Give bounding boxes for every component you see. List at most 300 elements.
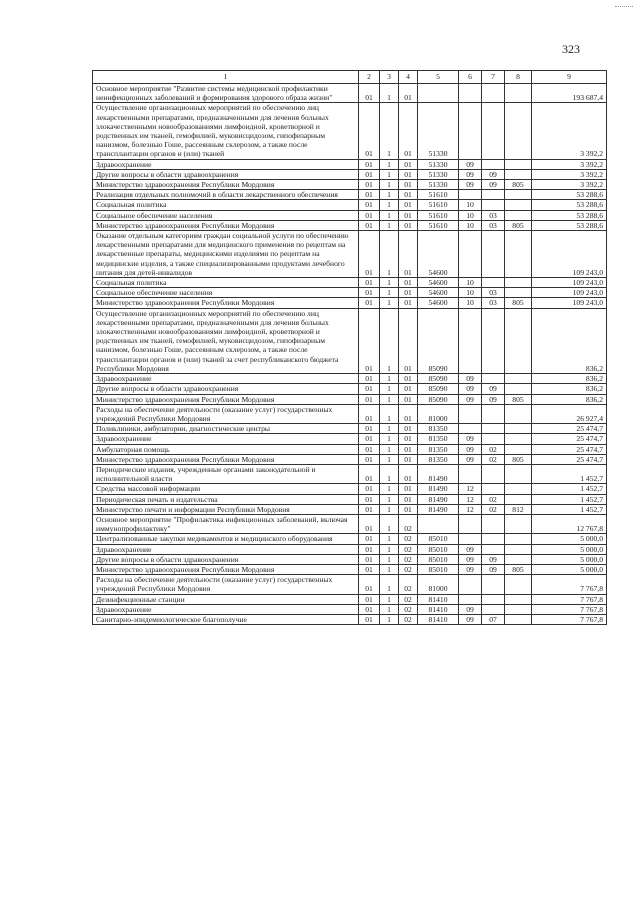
row-code-cell: 1 — [380, 464, 399, 483]
row-name-cell: Здравоохранение — [93, 434, 359, 444]
row-code-cell: 07 — [482, 614, 505, 624]
row-code-cell: 1 — [380, 220, 399, 230]
row-name-cell: Осуществление организационных мероприятий по обеспечению лиц лекарственными препаратами, предназначенными для лечения больных злокачественными новообразованиями лимфоидной, кроветворной и родственных им тканей, гемофилией, муковисцидозом, гипофизарным нанизмом, болезнью Гоше, рассеянным склерозом, а также после трансплантации органов и (или) тканей за счет республиканского бюджета Республики Мордовия — [93, 308, 359, 373]
table-row — [93, 190, 607, 200]
row-code-cell: 805 — [505, 220, 532, 230]
row-code-cell: 54600 — [418, 298, 459, 308]
row-code-cell: 09 — [482, 169, 505, 179]
row-code-cell: 51330 — [418, 169, 459, 179]
row-amount-cell: 53 288,6 — [532, 210, 607, 220]
row-code-cell — [482, 594, 505, 604]
row-code-cell: 01 — [359, 514, 380, 533]
row-amount-cell: 53 288,6 — [532, 200, 607, 210]
row-code-cell: 805 — [505, 298, 532, 308]
row-code-cell — [505, 614, 532, 624]
table-row — [93, 464, 607, 483]
table-row — [93, 604, 607, 614]
row-name-cell: Поликлиники, амбулатории, диагностические центры — [93, 424, 359, 434]
row-code-cell: 01 — [359, 424, 380, 434]
table-row — [93, 103, 607, 159]
row-code-cell — [505, 444, 532, 454]
row-code-cell — [482, 278, 505, 288]
row-code-cell: 01 — [359, 384, 380, 394]
row-code-cell: 1 — [380, 494, 399, 504]
column-header: 7 — [482, 71, 505, 84]
row-amount-cell: 12 767,8 — [532, 514, 607, 533]
row-code-cell: 09 — [482, 394, 505, 404]
row-code-cell: 09 — [459, 564, 482, 574]
row-code-cell: 01 — [399, 231, 418, 278]
row-code-cell: 1 — [380, 384, 399, 394]
row-amount-cell: 5 000,0 — [532, 564, 607, 574]
row-code-cell: 09 — [459, 434, 482, 444]
row-code-cell: 01 — [399, 103, 418, 159]
row-code-cell: 01 — [399, 298, 418, 308]
row-code-cell — [505, 575, 532, 594]
row-code-cell: 1 — [380, 484, 399, 494]
row-code-cell: 03 — [482, 288, 505, 298]
row-code-cell — [482, 84, 505, 103]
row-code-cell: 01 — [359, 534, 380, 544]
row-amount-cell: 5 000,0 — [532, 534, 607, 544]
row-code-cell: 1 — [380, 534, 399, 544]
row-code-cell: 1 — [380, 200, 399, 210]
row-code-cell: 09 — [482, 554, 505, 564]
table-row — [93, 220, 607, 230]
table-row — [93, 298, 607, 308]
row-code-cell — [505, 594, 532, 604]
row-code-cell: 10 — [459, 220, 482, 230]
row-code-cell: 81490 — [418, 494, 459, 504]
row-code-cell — [459, 594, 482, 604]
row-amount-cell: 109 243,0 — [532, 278, 607, 288]
row-code-cell: 1 — [380, 604, 399, 614]
row-code-cell: 02 — [399, 575, 418, 594]
row-code-cell: 01 — [399, 454, 418, 464]
row-amount-cell: 109 243,0 — [532, 288, 607, 298]
row-code-cell — [505, 159, 532, 169]
row-code-cell: 805 — [505, 180, 532, 190]
row-code-cell — [482, 544, 505, 554]
row-code-cell: 01 — [399, 404, 418, 423]
row-code-cell — [505, 534, 532, 544]
row-code-cell: 09 — [459, 444, 482, 454]
row-code-cell: 02 — [399, 544, 418, 554]
row-code-cell: 01 — [399, 210, 418, 220]
row-name-cell: Санитарно-эпидемиологическое благополучие — [93, 614, 359, 624]
row-code-cell — [459, 190, 482, 200]
table-row — [93, 544, 607, 554]
row-code-cell: 01 — [359, 575, 380, 594]
row-code-cell — [482, 534, 505, 544]
row-name-cell: Дезинфекционные станции — [93, 594, 359, 604]
row-code-cell: 03 — [482, 210, 505, 220]
row-code-cell — [505, 103, 532, 159]
row-amount-cell: 1 452,7 — [532, 464, 607, 483]
row-code-cell — [505, 404, 532, 423]
row-code-cell — [459, 103, 482, 159]
row-code-cell: 81490 — [418, 504, 459, 514]
table-row — [93, 454, 607, 464]
row-code-cell — [459, 231, 482, 278]
row-code-cell: 85090 — [418, 384, 459, 394]
row-code-cell: 01 — [359, 594, 380, 604]
row-name-cell: Основное мероприятие "Профилактика инфекционных заболеваний, включая иммунопрофилактику" — [93, 514, 359, 533]
budget-table — [92, 70, 607, 625]
table-row — [93, 404, 607, 423]
row-code-cell: 01 — [359, 200, 380, 210]
table-row — [93, 84, 607, 103]
row-code-cell: 09 — [459, 454, 482, 464]
table-row — [93, 514, 607, 533]
row-code-cell — [505, 514, 532, 533]
row-code-cell: 02 — [399, 614, 418, 624]
row-code-cell: 01 — [359, 190, 380, 200]
row-code-cell: 85090 — [418, 394, 459, 404]
row-code-cell: 1 — [380, 614, 399, 624]
row-code-cell: 81000 — [418, 575, 459, 594]
row-code-cell: 01 — [359, 464, 380, 483]
row-code-cell: 01 — [359, 454, 380, 464]
row-code-cell: 01 — [399, 504, 418, 514]
row-code-cell — [505, 434, 532, 444]
column-header: 9 — [532, 71, 607, 84]
row-code-cell — [482, 404, 505, 423]
row-code-cell — [505, 604, 532, 614]
row-code-cell: 09 — [459, 614, 482, 624]
row-code-cell — [459, 534, 482, 544]
row-code-cell — [459, 404, 482, 423]
row-code-cell: 12 — [459, 494, 482, 504]
row-code-cell: 01 — [359, 231, 380, 278]
row-code-cell: 81410 — [418, 604, 459, 614]
row-code-cell: 51610 — [418, 220, 459, 230]
row-code-cell: 02 — [399, 534, 418, 544]
row-amount-cell: 109 243,0 — [532, 231, 607, 278]
table-row — [93, 278, 607, 288]
row-code-cell — [505, 288, 532, 298]
row-code-cell: 02 — [482, 504, 505, 514]
table-row — [93, 308, 607, 373]
row-code-cell: 01 — [359, 394, 380, 404]
row-code-cell — [482, 190, 505, 200]
row-code-cell — [505, 210, 532, 220]
row-code-cell: 10 — [459, 200, 482, 210]
table-row — [93, 554, 607, 564]
row-code-cell: 1 — [380, 298, 399, 308]
row-name-cell: Здравоохранение — [93, 159, 359, 169]
row-code-cell: 81350 — [418, 434, 459, 444]
row-name-cell: Основное мероприятие "Развитие системы медицинской профилактики неинфекционных заболеваний и формирования здорового образа жизни" — [93, 84, 359, 103]
row-amount-cell: 836,2 — [532, 308, 607, 373]
row-name-cell: Расходы на обеспечение деятельности (оказание услуг) государственных учреждений Республики Мордовия — [93, 575, 359, 594]
row-code-cell: 10 — [459, 288, 482, 298]
row-code-cell: 1 — [380, 594, 399, 604]
row-code-cell — [418, 84, 459, 103]
row-code-cell: 01 — [399, 394, 418, 404]
row-code-cell: 03 — [482, 220, 505, 230]
row-amount-cell: 1 452,7 — [532, 484, 607, 494]
row-code-cell: 81350 — [418, 444, 459, 454]
row-code-cell: 51610 — [418, 200, 459, 210]
row-amount-cell: 25 474,7 — [532, 454, 607, 464]
row-code-cell: 01 — [399, 484, 418, 494]
table-row — [93, 210, 607, 220]
row-code-cell — [505, 464, 532, 483]
row-code-cell: 10 — [459, 278, 482, 288]
row-code-cell — [505, 554, 532, 564]
row-code-cell — [482, 374, 505, 384]
table-row — [93, 288, 607, 298]
row-code-cell: 01 — [359, 84, 380, 103]
row-code-cell: 09 — [459, 159, 482, 169]
row-code-cell: 81350 — [418, 454, 459, 464]
row-code-cell: 1 — [380, 454, 399, 464]
row-code-cell: 01 — [359, 564, 380, 574]
table-row — [93, 614, 607, 624]
row-code-cell: 1 — [380, 424, 399, 434]
row-name-cell: Министерство здравоохранения Республики Мордовия — [93, 298, 359, 308]
row-code-cell: 51610 — [418, 190, 459, 200]
row-amount-cell: 836,2 — [532, 394, 607, 404]
row-code-cell: 01 — [359, 504, 380, 514]
row-amount-cell: 7 767,8 — [532, 575, 607, 594]
row-code-cell: 51330 — [418, 159, 459, 169]
row-code-cell — [459, 308, 482, 373]
column-header: 8 — [505, 71, 532, 84]
row-code-cell: 03 — [482, 298, 505, 308]
row-code-cell — [482, 514, 505, 533]
row-code-cell: 1 — [380, 564, 399, 574]
row-name-cell: Реализация отдельных полномочий в области лекарственного обеспечения — [93, 190, 359, 200]
row-code-cell — [505, 424, 532, 434]
row-code-cell: 01 — [399, 494, 418, 504]
row-amount-cell: 3 392,2 — [532, 180, 607, 190]
row-code-cell: 85010 — [418, 564, 459, 574]
row-name-cell: Осуществление организационных мероприятий по обеспечению лиц лекарственными препаратами, предназначенными для лечения больных злокачественными новообразованиями лимфоидной, кроветворной и родственных им тканей, гемофилией, муковисцидозом, гипофизарным нанизмом, болезнью Гоше, рассеянным склерозом, а также после трансплантации органов и (или) тканей — [93, 103, 359, 159]
row-code-cell: 09 — [459, 180, 482, 190]
row-code-cell: 01 — [359, 434, 380, 444]
row-amount-cell: 26 927,4 — [532, 404, 607, 423]
row-code-cell: 01 — [359, 278, 380, 288]
row-code-cell: 01 — [359, 180, 380, 190]
row-code-cell: 54600 — [418, 288, 459, 298]
row-code-cell — [482, 103, 505, 159]
row-code-cell: 1 — [380, 231, 399, 278]
row-code-cell: 1 — [380, 84, 399, 103]
row-name-cell: Оказание отдельным категориям граждан социальной услуги по обеспечению лекарственными препаратами для медицинского применения по рецептам на лекарственные препараты, медицинскими изделиями по рецептам на медицинские изделия, а также специализированными продуктами лечебного питания для детей-инвалидов — [93, 231, 359, 278]
row-name-cell: Амбулаторная помощь — [93, 444, 359, 454]
row-code-cell — [505, 544, 532, 554]
row-name-cell: Другие вопросы в области здравоохранения — [93, 384, 359, 394]
row-code-cell: 02 — [482, 454, 505, 464]
row-code-cell — [482, 604, 505, 614]
row-name-cell: Здравоохранение — [93, 544, 359, 554]
table-row — [93, 534, 607, 544]
row-code-cell: 01 — [359, 554, 380, 564]
row-code-cell: 09 — [482, 180, 505, 190]
row-code-cell: 1 — [380, 308, 399, 373]
row-amount-cell: 3 392,2 — [532, 159, 607, 169]
table-row — [93, 564, 607, 574]
row-code-cell — [505, 84, 532, 103]
row-code-cell — [482, 434, 505, 444]
row-code-cell — [459, 424, 482, 434]
row-code-cell — [482, 200, 505, 210]
column-header: 2 — [359, 71, 380, 84]
row-code-cell: 1 — [380, 210, 399, 220]
table-row — [93, 504, 607, 514]
row-code-cell: 1 — [380, 554, 399, 564]
row-name-cell: Министерство здравоохранения Республики Мордовия — [93, 220, 359, 230]
row-code-cell — [505, 200, 532, 210]
row-code-cell: 01 — [399, 424, 418, 434]
row-code-cell: 1 — [380, 190, 399, 200]
row-name-cell: Министерство здравоохранения Республики Мордовия — [93, 564, 359, 574]
row-name-cell: Здравоохранение — [93, 604, 359, 614]
row-amount-cell: 3 392,2 — [532, 169, 607, 179]
table-row — [93, 374, 607, 384]
row-amount-cell: 25 474,7 — [532, 444, 607, 454]
row-amount-cell: 5 000,0 — [532, 554, 607, 564]
row-code-cell: 01 — [399, 220, 418, 230]
row-code-cell: 51330 — [418, 103, 459, 159]
row-code-cell: 02 — [399, 514, 418, 533]
row-code-cell: 02 — [399, 564, 418, 574]
row-code-cell: 01 — [399, 278, 418, 288]
table-row — [93, 494, 607, 504]
row-code-cell: 01 — [359, 308, 380, 373]
row-code-cell: 1 — [380, 404, 399, 423]
row-code-cell — [482, 159, 505, 169]
row-code-cell — [482, 231, 505, 278]
column-header: 5 — [418, 71, 459, 84]
row-code-cell: 02 — [482, 444, 505, 454]
row-code-cell: 01 — [359, 103, 380, 159]
table-row — [93, 575, 607, 594]
row-code-cell: 1 — [380, 434, 399, 444]
row-amount-cell: 3 392,2 — [532, 103, 607, 159]
row-code-cell: 01 — [359, 159, 380, 169]
row-code-cell: 81490 — [418, 464, 459, 483]
row-code-cell: 805 — [505, 394, 532, 404]
row-code-cell: 01 — [399, 180, 418, 190]
row-code-cell: 01 — [399, 200, 418, 210]
row-code-cell: 1 — [380, 180, 399, 190]
row-amount-cell: 109 243,0 — [532, 298, 607, 308]
column-header: 3 — [380, 71, 399, 84]
row-amount-cell: 193 687,4 — [532, 84, 607, 103]
table-row — [93, 159, 607, 169]
row-code-cell: 09 — [459, 169, 482, 179]
row-code-cell: 12 — [459, 484, 482, 494]
row-code-cell: 09 — [459, 544, 482, 554]
row-code-cell: 01 — [399, 84, 418, 103]
row-name-cell: Здравоохранение — [93, 374, 359, 384]
row-code-cell: 85090 — [418, 308, 459, 373]
row-code-cell — [482, 308, 505, 373]
table-row — [93, 231, 607, 278]
row-code-cell: 85010 — [418, 544, 459, 554]
row-code-cell — [505, 190, 532, 200]
row-amount-cell: 836,2 — [532, 374, 607, 384]
table-row — [93, 394, 607, 404]
row-code-cell: 01 — [359, 484, 380, 494]
row-code-cell: 09 — [482, 384, 505, 394]
row-code-cell — [482, 575, 505, 594]
row-code-cell: 805 — [505, 454, 532, 464]
row-code-cell: 01 — [399, 190, 418, 200]
row-code-cell — [459, 84, 482, 103]
row-name-cell: Периодические издания, учрежденные органами законодательной и исполнительной власти — [93, 464, 359, 483]
row-amount-cell: 7 767,8 — [532, 614, 607, 624]
row-code-cell: 02 — [399, 594, 418, 604]
row-name-cell: Периодическая печать и издательства — [93, 494, 359, 504]
row-name-cell: Социальное обеспечение населения — [93, 210, 359, 220]
row-code-cell — [482, 464, 505, 483]
row-code-cell: 12 — [459, 504, 482, 514]
row-code-cell: 51330 — [418, 180, 459, 190]
row-name-cell: Другие вопросы в области здравоохранения — [93, 554, 359, 564]
row-name-cell: Централизованные закупки медикаментов и медицинского оборудования — [93, 534, 359, 544]
row-name-cell: Министерство здравоохранения Республики Мордовия — [93, 180, 359, 190]
row-code-cell: 09 — [459, 554, 482, 564]
row-name-cell: Министерство здравоохранения Республики Мордовия — [93, 394, 359, 404]
row-amount-cell: 836,2 — [532, 384, 607, 394]
row-code-cell: 1 — [380, 278, 399, 288]
row-code-cell: 09 — [459, 384, 482, 394]
row-code-cell: 01 — [359, 404, 380, 423]
row-code-cell: 1 — [380, 514, 399, 533]
row-code-cell: 09 — [459, 394, 482, 404]
row-code-cell: 01 — [359, 614, 380, 624]
row-code-cell: 81000 — [418, 404, 459, 423]
row-code-cell: 01 — [359, 444, 380, 454]
row-code-cell: 1 — [380, 374, 399, 384]
row-name-cell: Социальное обеспечение населения — [93, 288, 359, 298]
row-code-cell — [505, 374, 532, 384]
row-name-cell: Министерство здравоохранения Республики Мордовия — [93, 454, 359, 464]
row-code-cell — [505, 169, 532, 179]
row-code-cell: 01 — [399, 159, 418, 169]
row-code-cell: 01 — [359, 604, 380, 614]
row-code-cell — [505, 231, 532, 278]
row-code-cell: 51610 — [418, 210, 459, 220]
row-code-cell: 81350 — [418, 424, 459, 434]
row-code-cell — [505, 494, 532, 504]
row-code-cell — [505, 484, 532, 494]
table-row — [93, 169, 607, 179]
row-code-cell: 01 — [399, 444, 418, 454]
table-body — [93, 84, 607, 625]
row-code-cell — [459, 514, 482, 533]
table-row — [93, 384, 607, 394]
row-code-cell: 805 — [505, 564, 532, 574]
row-code-cell — [505, 384, 532, 394]
row-code-cell: 02 — [399, 554, 418, 564]
row-code-cell: 54600 — [418, 278, 459, 288]
row-code-cell: 01 — [359, 374, 380, 384]
row-code-cell: 10 — [459, 298, 482, 308]
column-header: 4 — [399, 71, 418, 84]
row-code-cell: 1 — [380, 288, 399, 298]
row-code-cell: 01 — [359, 544, 380, 554]
row-code-cell: 01 — [399, 308, 418, 373]
row-code-cell: 81410 — [418, 614, 459, 624]
row-code-cell — [418, 514, 459, 533]
row-code-cell: 02 — [482, 494, 505, 504]
row-code-cell: 85010 — [418, 534, 459, 544]
